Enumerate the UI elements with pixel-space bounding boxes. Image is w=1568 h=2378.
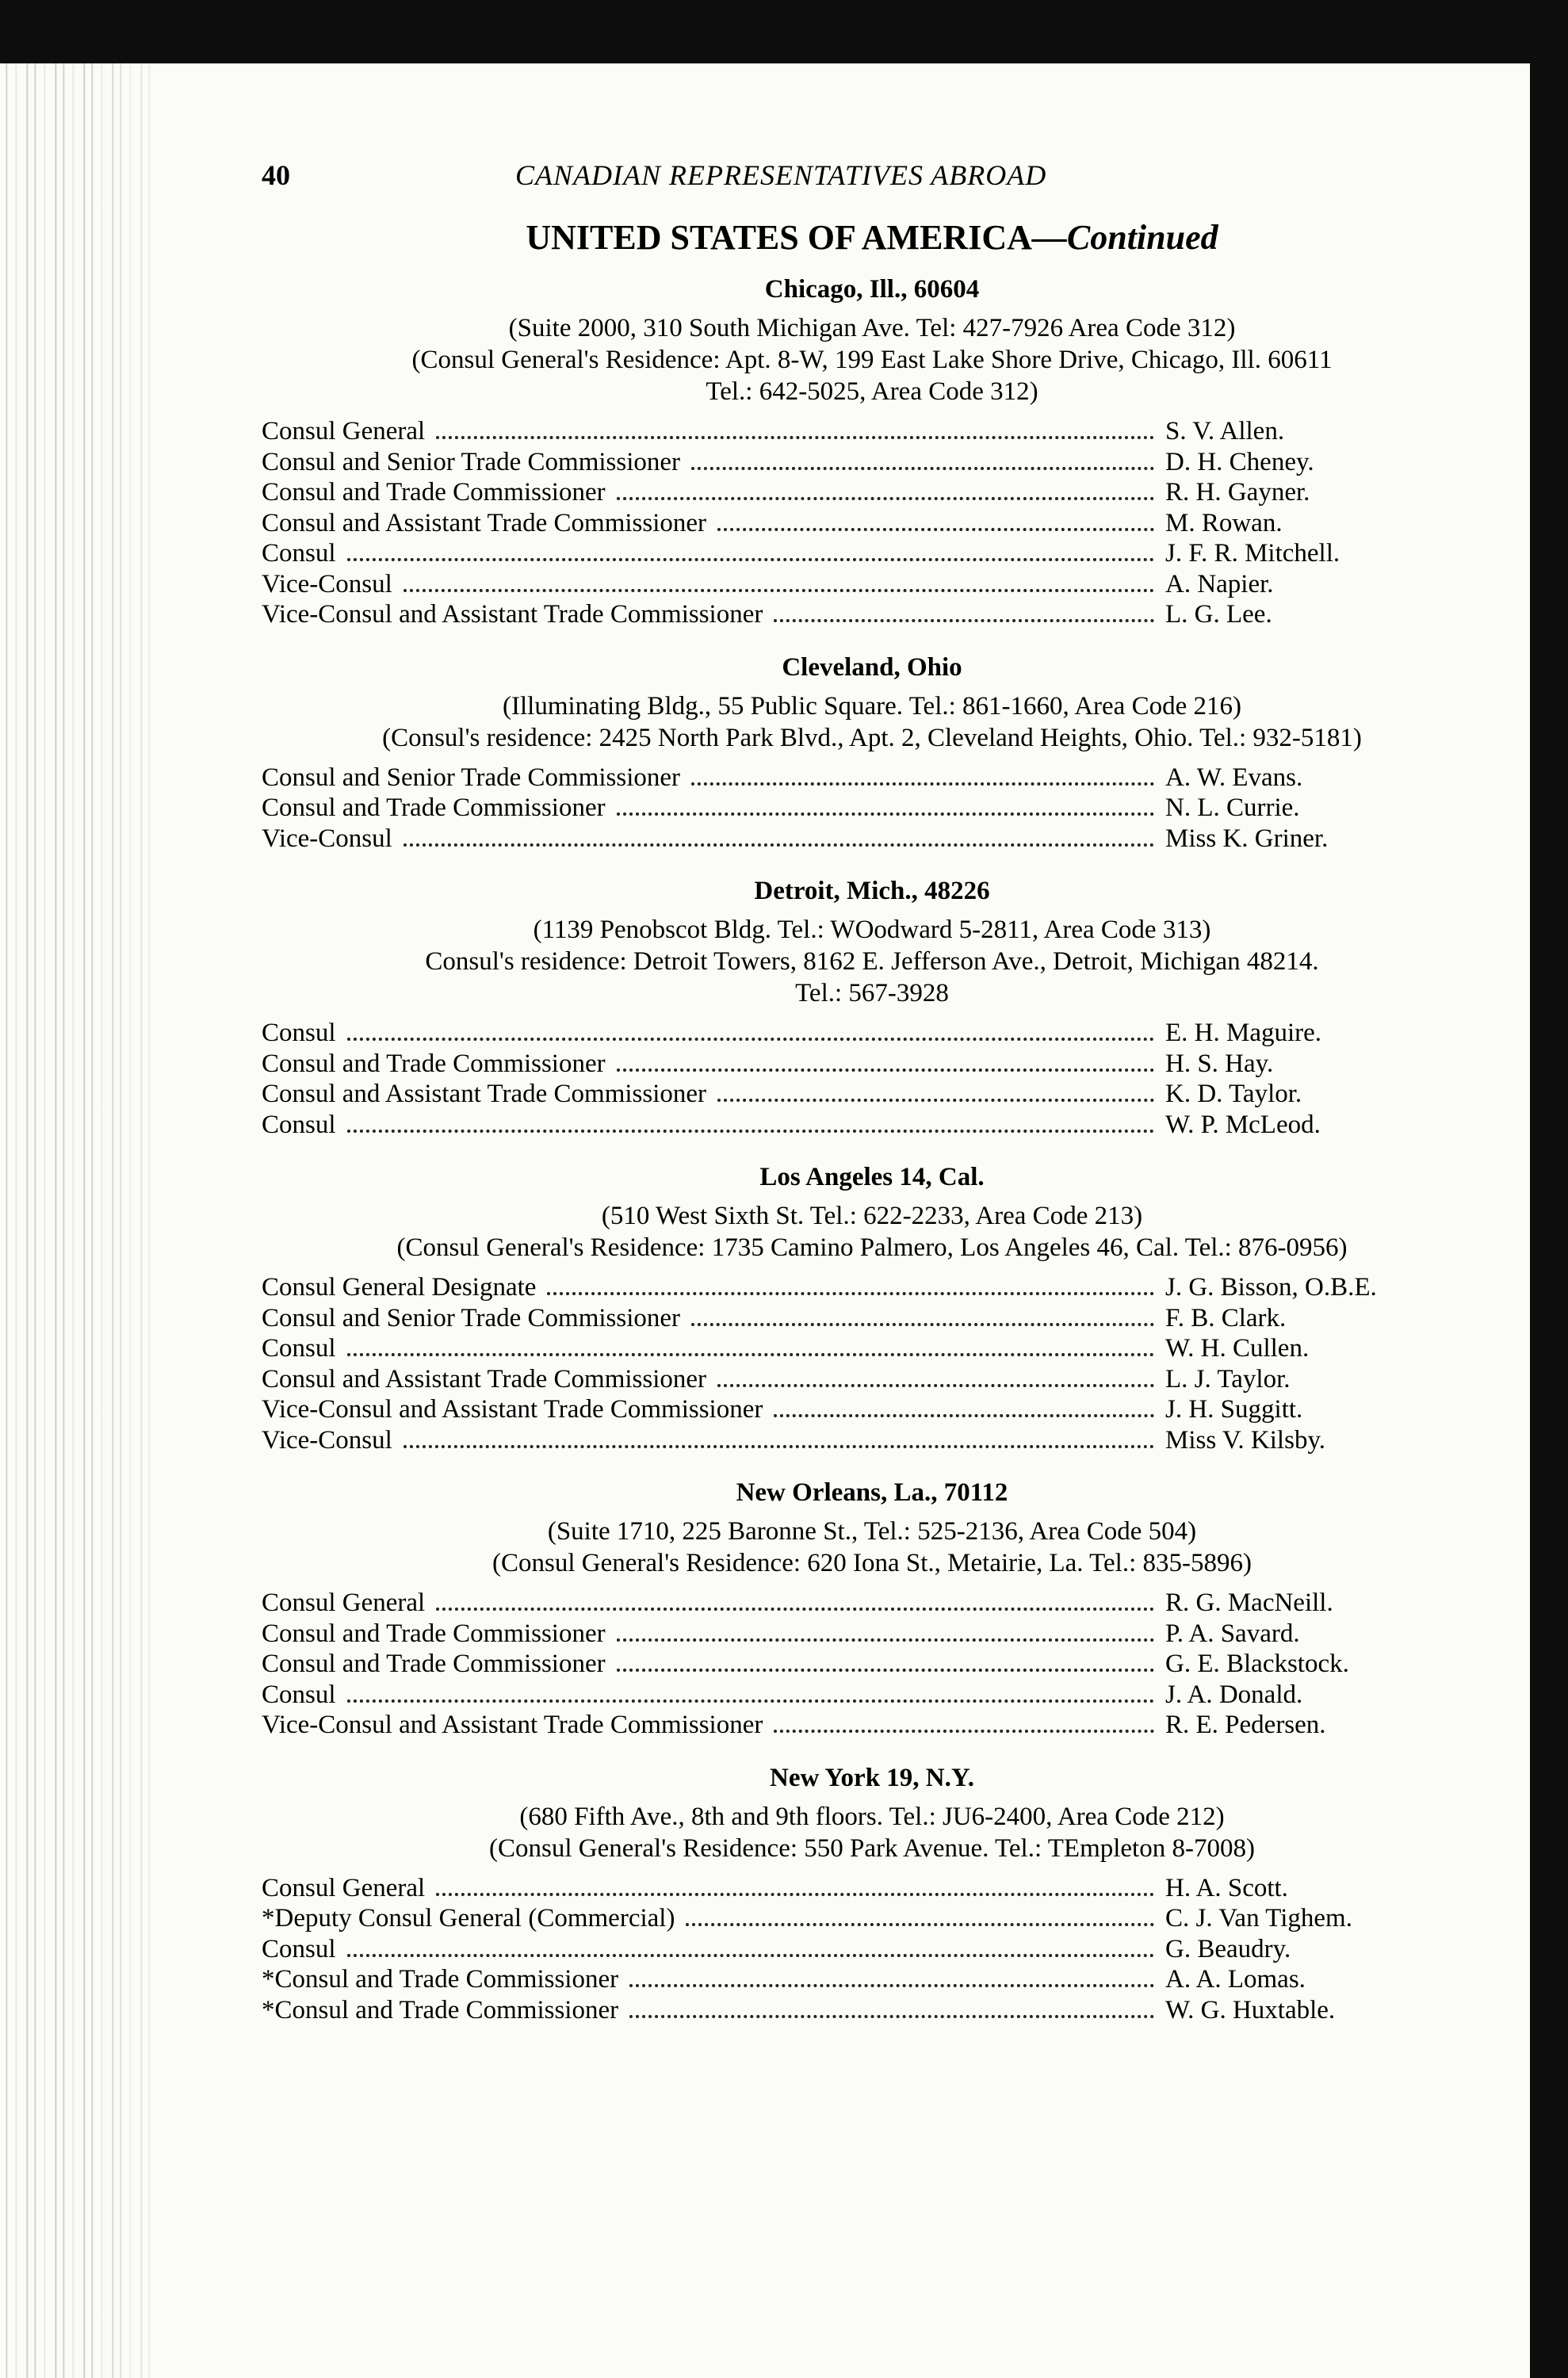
office-block: [262, 275, 1435, 631]
running-title: CANADIAN REPRESENTATIVES ABROAD: [515, 159, 1047, 191]
staff-row: [262, 478, 1435, 509]
position-title: Consul and Trade Commissioner: [262, 793, 606, 822]
staff-list: [262, 1019, 1435, 1141]
officer-name: R. G. MacNeill.: [1165, 1589, 1333, 1617]
dot-leader: [436, 1608, 1154, 1611]
position-title: Consul and Assistant Trade Commissioner: [262, 1364, 707, 1394]
dot-leader: [629, 1984, 1154, 1987]
staff-row: [262, 1935, 1435, 1966]
officer-name: N. L. Currie.: [1165, 793, 1300, 822]
position-title: Consul: [262, 1019, 336, 1047]
staff-row: [262, 1711, 1435, 1741]
dot-leader: [547, 1292, 1154, 1295]
staff-row: [262, 417, 1435, 448]
staff-row: [262, 539, 1435, 570]
staff-row: [262, 824, 1435, 855]
office-block: [262, 1478, 1435, 1741]
officer-name: K. D. Taylor.: [1165, 1080, 1302, 1108]
staff-list: [262, 1874, 1435, 2027]
dot-leader: [717, 1099, 1154, 1102]
dot-leader: [774, 1414, 1154, 1417]
officer-name: C. J. Van Tighem.: [1165, 1904, 1352, 1933]
dot-leader: [774, 1730, 1154, 1733]
officer-name: H. A. Scott.: [1165, 1873, 1288, 1902]
staff-row: [262, 1365, 1435, 1396]
staff-row: [262, 763, 1435, 794]
dot-leader: [691, 782, 1154, 786]
position-title: Consul and Trade Commissioner: [262, 478, 606, 507]
office-block: [262, 653, 1435, 855]
staff-row: [262, 1874, 1435, 1905]
office-block: [262, 877, 1435, 1141]
officer-name: J. G. Bisson, O.B.E.: [1165, 1273, 1377, 1302]
position-title: *Deputy Consul General (Commercial): [262, 1904, 675, 1933]
staff-row: [262, 1619, 1435, 1650]
dot-leader: [617, 1669, 1154, 1672]
officer-name: H. S. Hay.: [1165, 1049, 1274, 1078]
officer-name: W. P. McLeod.: [1165, 1110, 1321, 1139]
position-title: Consul and Trade Commissioner: [262, 1049, 606, 1078]
office-city-heading: Chicago, Ill., 60604: [764, 275, 980, 304]
office-address-line: (Suite 2000, 310 South Michigan Ave. Tel: 427-7926 Area Code 312): [508, 314, 1236, 342]
officer-name: P. A. Savard.: [1165, 1619, 1300, 1648]
officer-name: W. G. Huxtable.: [1165, 1995, 1336, 2024]
staff-row: [262, 793, 1435, 824]
running-head: [262, 159, 1435, 198]
officer-name: A. W. Evans.: [1165, 763, 1303, 792]
officer-name: J. F. R. Mitchell.: [1165, 539, 1340, 568]
dot-leader: [774, 619, 1154, 622]
staff-row: [262, 1650, 1435, 1680]
office-city-heading: Cleveland, Ohio: [782, 652, 962, 682]
staff-row: [262, 600, 1435, 631]
officer-name: A. A. Lomas.: [1165, 1965, 1306, 1994]
dot-leader: [691, 1323, 1154, 1326]
dot-leader: [717, 528, 1154, 531]
staff-list: [262, 417, 1435, 631]
staff-row: [262, 1080, 1435, 1111]
position-title: Consul: [262, 1110, 336, 1139]
office-block: [262, 1163, 1435, 1456]
position-title: Consul: [262, 539, 336, 568]
dot-leader: [403, 589, 1154, 592]
position-title: Consul and Senior Trade Commissioner: [262, 1303, 681, 1332]
dot-leader: [617, 497, 1154, 500]
office-address-line: (Illuminating Bldg., 55 Public Square. Tel.: 861-1660, Area Code 216): [503, 691, 1241, 721]
staff-list: [262, 763, 1435, 855]
staff-row: [262, 1965, 1435, 1996]
officer-name: M. Rowan.: [1165, 508, 1283, 537]
staff-row: [262, 1019, 1435, 1049]
staff-row: [262, 1904, 1435, 1935]
staff-row: [262, 509, 1435, 540]
dot-leader: [617, 812, 1154, 816]
position-title: Consul and Assistant Trade Commissioner: [262, 508, 707, 537]
office-address-line: (Consul's residence: 2425 North Park Blvd., Apt. 2, Cleveland Heights, Ohio. Tel.: 932-5181): [382, 723, 1362, 752]
dot-leader: [436, 436, 1154, 439]
staff-row: [262, 1334, 1435, 1365]
dot-leader: [347, 1130, 1154, 1133]
staff-list: [262, 1589, 1435, 1741]
office-address-line: (1139 Penobscot Bldg. Tel.: WOodward 5-2811, Area Code 313): [533, 916, 1211, 944]
officer-name: R. E. Pedersen.: [1165, 1711, 1326, 1739]
position-title: Consul and Trade Commissioner: [262, 1650, 606, 1678]
position-title: Consul General: [262, 1873, 426, 1902]
officer-name: Miss V. Kilsby.: [1165, 1425, 1326, 1455]
officer-name: D. H. Cheney.: [1165, 447, 1314, 476]
office-address-line: (Consul General's Residence: 1735 Camino Palmero, Los Angeles 46, Cal. Tel.: 876-0956): [396, 1233, 1348, 1262]
position-title: Vice-Consul: [262, 824, 392, 853]
office-city-heading: New Orleans, La., 70112: [736, 1478, 1008, 1507]
officer-name: L. J. Taylor.: [1165, 1364, 1291, 1394]
dot-leader: [347, 1353, 1154, 1356]
position-title: Consul and Senior Trade Commissioner: [262, 447, 681, 476]
officer-name: G. Beaudry.: [1165, 1934, 1291, 1963]
page-number: 40: [262, 159, 290, 191]
office-city-heading: Los Angeles 14, Cal.: [759, 1163, 985, 1191]
position-title: Vice-Consul and Assistant Trade Commissioner: [262, 1711, 763, 1739]
officer-name: Miss K. Griner.: [1165, 824, 1329, 853]
continued-label: —Continued: [1031, 218, 1218, 257]
dot-leader: [347, 1038, 1154, 1041]
office-list: [262, 275, 1435, 2026]
staff-row: [262, 570, 1435, 601]
scan-top-border: [0, 0, 1568, 63]
dot-leader: [347, 1699, 1154, 1703]
officer-name: F. B. Clark.: [1165, 1303, 1287, 1332]
office-address-line: (Consul General's Residence: 550 Park Avenue. Tel.: TEmpleton 8-7008): [489, 1833, 1255, 1863]
page-content: [262, 159, 1435, 2048]
office-address-line: Tel.: 642-5025, Area Code 312): [706, 377, 1038, 406]
officer-name: G. E. Blackstock.: [1165, 1650, 1349, 1678]
staff-row: [262, 1273, 1435, 1304]
dot-leader: [403, 1445, 1154, 1448]
position-title: Consul General: [262, 417, 426, 445]
position-title: Consul: [262, 1680, 336, 1709]
staff-row: [262, 1426, 1435, 1457]
country-name: UNITED STATES OF AMERICA: [526, 218, 1032, 257]
position-title: Vice-Consul: [262, 569, 392, 598]
staff-row: [262, 1996, 1435, 2027]
office-block: [262, 1764, 1435, 2027]
office-city-heading: New York 19, N.Y.: [770, 1763, 974, 1792]
position-title: Consul General Designate: [262, 1273, 537, 1302]
officer-name: A. Napier.: [1165, 569, 1274, 598]
position-title: Consul: [262, 1934, 336, 1963]
officer-name: R. H. Gayner.: [1165, 478, 1310, 507]
dot-leader: [403, 843, 1154, 847]
officer-name: S. V. Allen.: [1165, 417, 1285, 445]
dot-leader: [347, 1954, 1154, 1957]
position-title: Consul and Senior Trade Commissioner: [262, 763, 681, 792]
position-title: Vice-Consul: [262, 1425, 392, 1455]
position-title: Consul and Trade Commissioner: [262, 1619, 606, 1648]
office-address-line: (Suite 1710, 225 Baronne St., Tel.: 525-2136, Area Code 504): [547, 1517, 1197, 1546]
section-title: [262, 217, 1435, 258]
officer-name: J. H. Suggitt.: [1165, 1395, 1303, 1424]
staff-row: [262, 1304, 1435, 1335]
staff-list: [262, 1273, 1435, 1456]
dot-leader: [617, 1069, 1154, 1072]
staff-row: [262, 1395, 1435, 1426]
position-title: Consul: [262, 1334, 336, 1363]
position-title: Consul General: [262, 1589, 426, 1617]
staff-row: [262, 448, 1435, 479]
dot-leader: [617, 1638, 1154, 1642]
staff-row: [262, 1049, 1435, 1080]
officer-name: J. A. Donald.: [1165, 1680, 1303, 1709]
officer-name: W. H. Cullen.: [1165, 1334, 1310, 1363]
dot-leader: [629, 2015, 1154, 2018]
staff-row: [262, 1111, 1435, 1141]
office-city-heading: Detroit, Mich., 48226: [754, 877, 990, 905]
office-address-line: (Consul General's Residence: 620 Iona St., Metairie, La. Tel.: 835-5896): [492, 1549, 1252, 1577]
office-address-line: Tel.: 567-3928: [795, 979, 949, 1007]
office-address-line: Consul's residence: Detroit Towers, 8162 E. Jefferson Ave., Detroit, Michigan 48214.: [425, 947, 1319, 976]
dot-leader: [347, 558, 1154, 561]
position-title: *Consul and Trade Commissioner: [262, 1995, 619, 2024]
dot-leader: [717, 1384, 1154, 1387]
dot-leader: [691, 467, 1154, 470]
dot-leader: [436, 1893, 1154, 1896]
scan-right-border: [1530, 63, 1568, 2378]
position-title: Vice-Consul and Assistant Trade Commissioner: [262, 1395, 763, 1424]
officer-name: L. G. Lee.: [1165, 600, 1272, 629]
position-title: Vice-Consul and Assistant Trade Commissioner: [262, 600, 763, 629]
dot-leader: [686, 1923, 1154, 1926]
staff-row: [262, 1589, 1435, 1619]
position-title: Consul and Assistant Trade Commissioner: [262, 1080, 707, 1108]
office-address-line: (680 Fifth Ave., 8th and 9th floors. Tel.: JU6-2400, Area Code 212): [519, 1802, 1225, 1831]
staff-row: [262, 1680, 1435, 1711]
officer-name: E. H. Maguire.: [1165, 1019, 1322, 1047]
position-title: *Consul and Trade Commissioner: [262, 1965, 619, 1994]
office-address-line: (510 West Sixth St. Tel.: 622-2233, Area Code 213): [601, 1202, 1143, 1230]
office-address-line: (Consul General's Residence: Apt. 8-W, 199 East Lake Shore Drive, Chicago, Ill. 60611: [411, 346, 1333, 374]
